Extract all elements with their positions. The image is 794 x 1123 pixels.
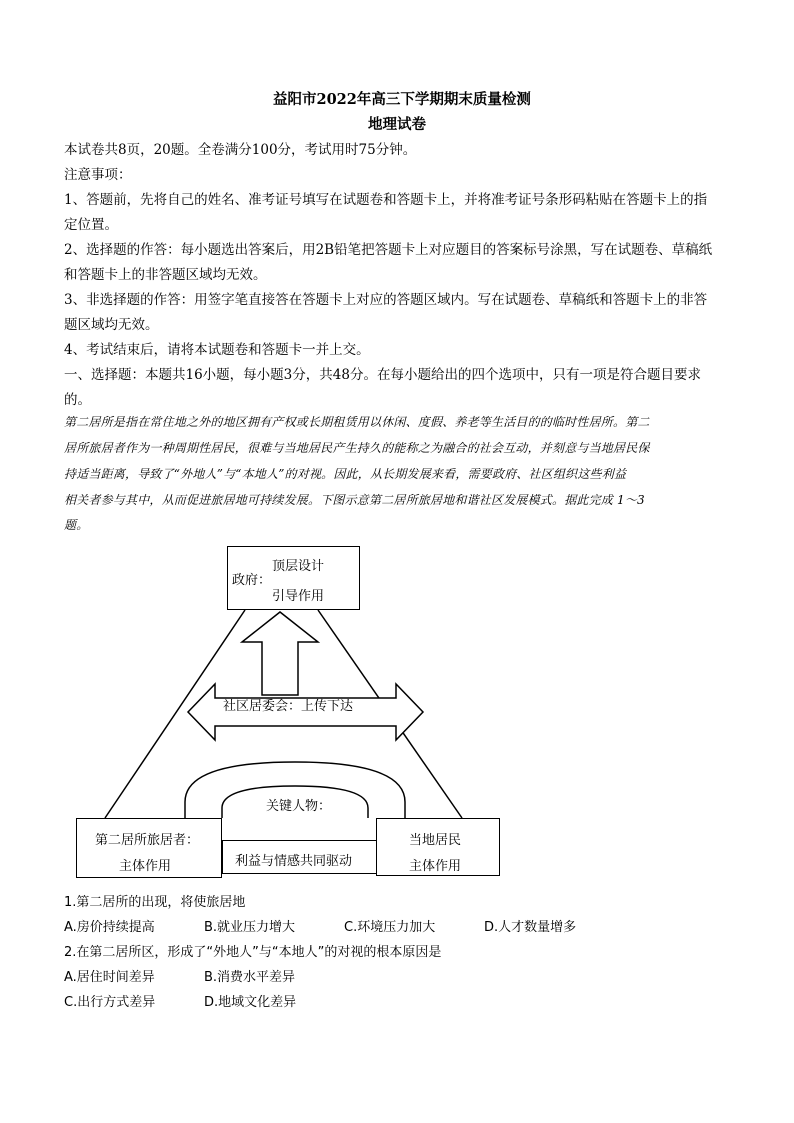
passage-line-2: 居所旅居者作为一种周期性居民，很难与当地居民产生持久的能称之为融合的社会互动，并刻意与当地居民保 bbox=[64, 441, 650, 455]
traveler-label: 第二居所旅居者： bbox=[95, 833, 200, 848]
notice-item-2a: 2、选择题的作答：每小题选出答案后，用2B铅笔把答题卡上对应题目的答案标号涂黑，写在试题卷、草稿纸 bbox=[64, 242, 713, 258]
local-resident-box bbox=[376, 818, 500, 876]
community-committee-label: 社区居委会：上传下达 bbox=[223, 699, 354, 714]
up-arrow-icon bbox=[242, 612, 318, 695]
question-2-option-a: A.居住时间差异 bbox=[64, 970, 155, 985]
drive-label: 利益与情感共同驱动 bbox=[235, 854, 353, 869]
notice-item-2b: 和答题卡上的非答题区域均无效。 bbox=[64, 267, 267, 283]
question-1-option-b: B.就业压力增大 bbox=[204, 920, 296, 935]
local-resident-label: 当地居民 bbox=[409, 833, 462, 848]
government-label: 政府： bbox=[232, 573, 272, 588]
notice-item-1b: 定位置。 bbox=[64, 217, 118, 233]
drive-box bbox=[222, 840, 380, 874]
notice-item-1a: 1、答题前，先将自己的姓名、准考证号填写在试题卷和答题卡上，并将准考证号条形码粘贴在答题卡上的指 bbox=[64, 192, 708, 208]
notice-title: 注意事项： bbox=[64, 167, 132, 183]
exam-subject: 地理试卷 bbox=[368, 116, 426, 133]
community-model-diagram bbox=[70, 540, 510, 880]
question-1: 1.第二居所的出现，将使旅居地 bbox=[64, 895, 246, 910]
question-2-option-b: B.消费水平差异 bbox=[204, 970, 296, 985]
passage-line-4: 相关者参与其中，从而促进旅居地可持续发展。下图示意第二居所旅居地和谐社区发展模式。据此完成 1～3 bbox=[64, 493, 645, 507]
question-1-option-a: A.房价持续提高 bbox=[64, 920, 155, 935]
exam-info: 本试卷共8页，20题。全卷满分100分，考试用时75分钟。 bbox=[64, 142, 417, 158]
question-2-option-c: C.出行方式差异 bbox=[64, 995, 156, 1010]
traveler-box bbox=[76, 818, 222, 878]
passage-line-1: 第二居所是指在常住地之外的地区拥有产权或长期租赁用以休闲、度假、养老等生活目的的临时性居所。第二 bbox=[64, 415, 650, 429]
notice-item-4: 4、考试结束后，请将本试题卷和答题卡一并上交。 bbox=[64, 342, 370, 358]
question-1-option-c: C.环境压力加大 bbox=[344, 920, 436, 935]
exam-title: 益阳市2022年高三下学期期末质量检测 bbox=[273, 91, 531, 108]
section-heading-b: 的。 bbox=[64, 392, 91, 408]
notice-item-3a: 3、非选择题的作答：用签字笔直接答在答题卡上对应的答题区域内。写在试题卷、草稿纸和答题卡上的非答 bbox=[64, 292, 708, 308]
government-box bbox=[227, 546, 360, 610]
passage-line-5: 题。 bbox=[64, 518, 89, 532]
passage-line-3: 持适当距离，导致了“外地人”与“本地人”的对视。因此，从长期发展来看，需要政府、社区组织这些利益 bbox=[64, 467, 627, 481]
traveler-role: 主体作用 bbox=[119, 859, 172, 874]
government-role-2: 引导作用 bbox=[272, 589, 325, 604]
question-2: 2.在第二居所区，形成了“外地人”与“本地人”的对视的根本原因是 bbox=[64, 945, 442, 960]
government-role-1: 顶层设计 bbox=[272, 559, 325, 574]
key-person-label: 关键人物： bbox=[266, 799, 332, 814]
local-resident-role: 主体作用 bbox=[409, 859, 462, 874]
notice-item-3b: 题区域均无效。 bbox=[64, 317, 159, 333]
question-2-option-d: D.地域文化差异 bbox=[204, 995, 297, 1010]
section-heading-a: 一、选择题：本题共16小题，每小题3分，共48分。在每小题给出的四个选项中，只有一项是符合题目要求 bbox=[64, 367, 701, 383]
question-1-option-d: D.人才数量增多 bbox=[484, 920, 577, 935]
